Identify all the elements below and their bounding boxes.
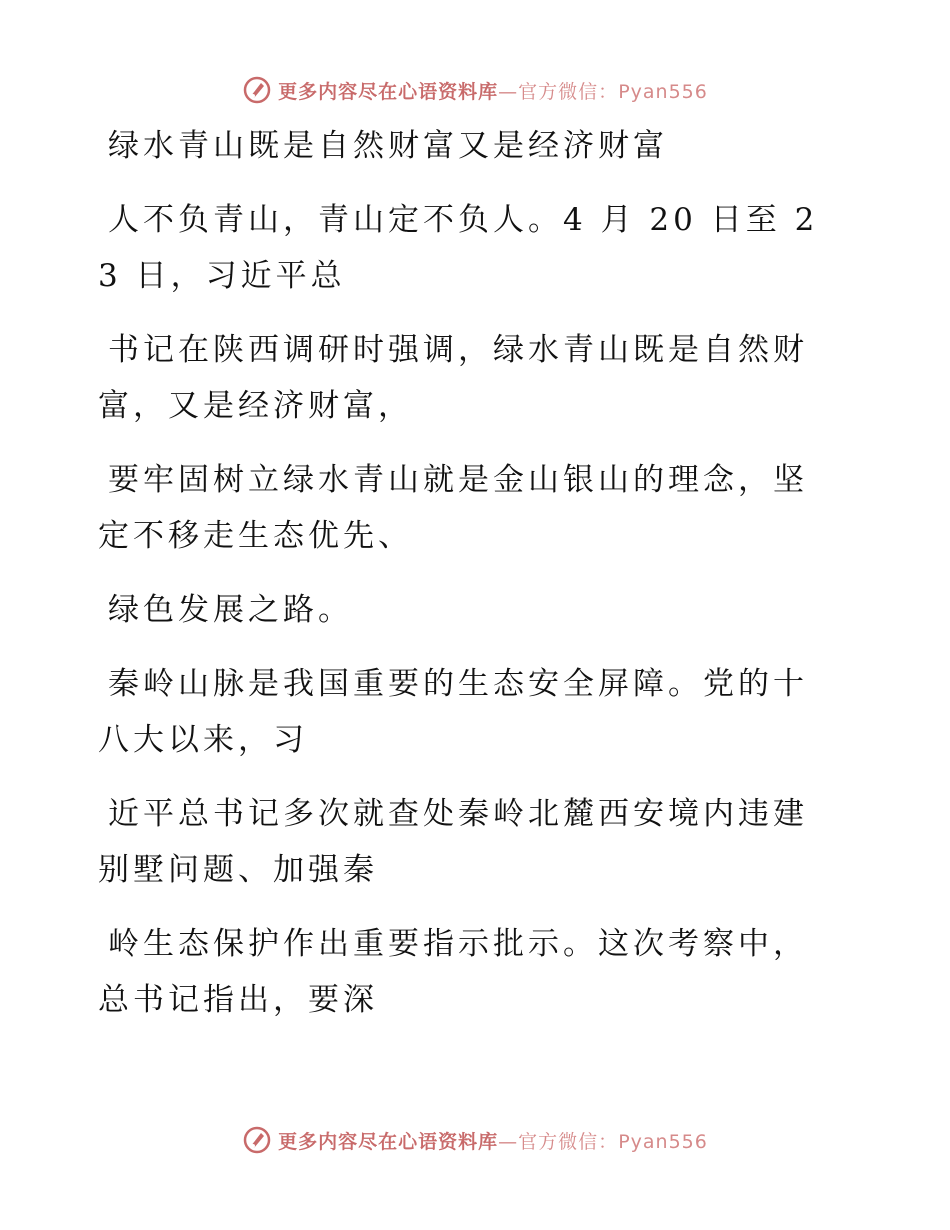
paragraph-7: 近平总书记多次就查处秦岭北麓西安境内违建别墅问题、加强秦: [98, 796, 808, 888]
watermark-id: Pyan556: [618, 1130, 708, 1153]
watermark-official: 官方微信：: [518, 1130, 619, 1153]
paragraph-2: 人不负青山，青山定不负人。4 月 20 日至 23 日，习近平总: [98, 202, 819, 294]
watermark-text: [278, 1127, 708, 1154]
paragraph-6: 秦岭山脉是我国重要的生态安全屏障。党的十八大以来，习: [98, 666, 808, 758]
watermark-dash: —: [498, 80, 519, 103]
watermark-main: 更多内容尽在心语资料库: [278, 80, 499, 103]
header-watermark: [0, 70, 950, 110]
pen-nib-logo-icon: [242, 1125, 272, 1155]
pen-nib-logo-icon: [242, 75, 272, 105]
paragraph-5: 绿色发展之路。: [108, 592, 353, 628]
paragraph-8: 岭生态保护作出重要指示批示。这次考察中，总书记指出，要深: [98, 926, 808, 1018]
paragraph-3: 书记在陕西调研时强调，绿水青山既是自然财富，又是经济财富，: [98, 332, 808, 424]
watermark-official: 官方微信：: [518, 80, 619, 103]
paragraph-4: 要牢固树立绿水青山就是金山银山的理念，坚定不移走生态优先、: [98, 462, 808, 554]
footer-watermark: [0, 1120, 950, 1160]
document-body: [98, 118, 833, 1046]
paragraph-1: 绿水青山既是自然财富又是经济财富: [108, 128, 668, 164]
watermark-dash: —: [498, 1130, 519, 1153]
watermark-id: Pyan556: [618, 80, 708, 103]
watermark-text: [278, 77, 708, 104]
watermark-main: 更多内容尽在心语资料库: [278, 1130, 499, 1153]
